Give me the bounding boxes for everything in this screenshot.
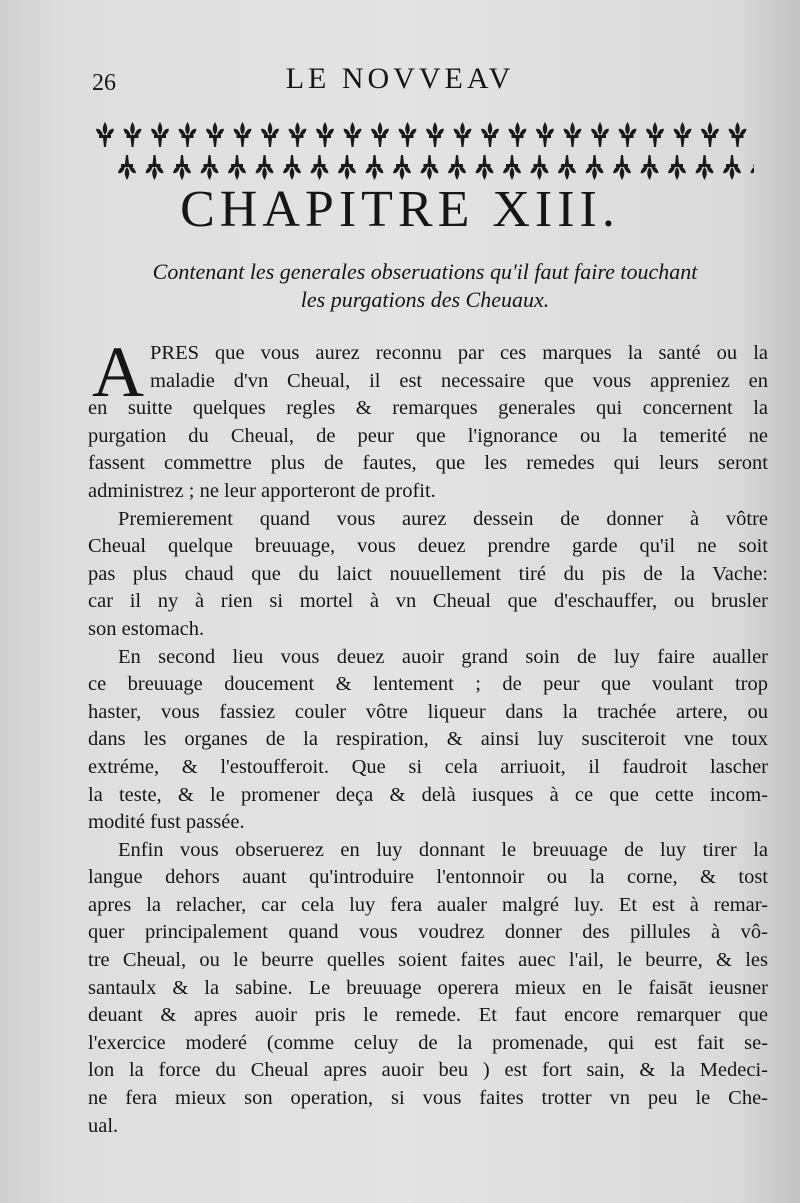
- paragraph-3: [88, 644, 768, 837]
- chapter-title: CHAPITRE XIII.: [180, 181, 620, 238]
- text-line: maladie d'vn Cheual, il est necessaire que vous appreniez en: [150, 369, 768, 392]
- subtitle-line: les purgations des Cheuaux.: [300, 286, 550, 312]
- text-line: santaulx & la sabine. Le breuuage operera mieux en le faisāt ieusner: [88, 976, 768, 999]
- text-line: en suitte quelques regles & remarques generales qui concernent la: [88, 397, 768, 420]
- text-line: dans les organes de la respiration, & ainsi luy susciteroit vne toux: [88, 728, 768, 751]
- text-line: ual.: [88, 1114, 119, 1137]
- running-title: LE NOVVEAV: [285, 62, 515, 95]
- text-line: PRES que vous aurez reconnu par ces marques la santé ou la: [150, 342, 768, 364]
- text-line: ne fera mieux son operation, si vous faites trotter vn peu le Che-: [88, 1087, 768, 1110]
- text-line: Cheual quelque breuuage, vous deuez prendre garde qu'il ne soit: [88, 535, 768, 558]
- text-line: fassent commettre plus de fautes, que les remedes qui leurs seront: [88, 452, 768, 475]
- chapter-subtitle: [80, 256, 770, 311]
- text-line: tre Cheual, ou le beurre quelles soient faites auec l'ail, le beurre, & les: [88, 949, 768, 972]
- text-line: purgation du Cheual, de peur que l'ignorance ou la temerité ne: [88, 424, 768, 447]
- drop-cap: A: [92, 332, 144, 412]
- text-line: extréme, & l'estoufferoit. Que si cela arriuoit, il faudroit lascher: [88, 755, 768, 778]
- text-line: Enfin vous obseruerez en luy donnant le breuuage de luy tirer la: [118, 838, 768, 861]
- text-line: modité fust passée.: [88, 811, 245, 834]
- page-number: 26: [92, 70, 116, 96]
- text-line: lon la force du Cheual apres auoir beu ) est fort sain, & la Medeci-: [88, 1059, 768, 1082]
- body-text: [88, 332, 768, 1140]
- text-line: administrez ; ne leur apporteront de profit.: [88, 479, 436, 502]
- text-line: l'exercice moderé (comme celuy de la promenade, qui est fait se-: [88, 1031, 768, 1054]
- text-line: haster, vous fassiez couler vôtre liqueur dans la trachée artere, ou: [88, 700, 768, 723]
- text-line: apres la relacher, car cela luy fera aualer malgré luy. Et est à remar-: [88, 893, 768, 916]
- text-line: ce breuuage doucement & lentement ; de peur que voulant trop: [88, 673, 768, 696]
- text-line: langue dehors auant qu'introduire l'entonnoir ou la corne, & tost: [88, 866, 768, 889]
- text-line: la teste, & le promener deça & delà iusques à ce que cette incom-: [88, 783, 768, 806]
- text-line: pas plus chaud que du laict nouuellement tiré du pis de la Vache:: [88, 562, 768, 585]
- text-line: quer principalement quand vous voudrez donner des pillules à vô-: [88, 921, 768, 944]
- text-line: En second lieu vous deuez auoir grand soin de luy faire aualler: [118, 645, 768, 668]
- paragraph-2: [88, 506, 768, 644]
- text-line: deuant & apres auoir pris le remede. Et faut encore remarquer que: [88, 1004, 768, 1027]
- paragraph-4: [88, 837, 768, 1141]
- text-line: car il ny à rien si mortel à vn Cheual que d'eschauffer, ou brusler: [88, 590, 768, 613]
- subtitle-line: Contenant les generales obseruations qu'il faut faire touchant: [152, 259, 698, 284]
- fleuron-ornament-band: [92, 118, 754, 184]
- paragraph-1: [88, 332, 768, 506]
- text-line: son estomach.: [88, 617, 205, 640]
- text-line: Premierement quand vous aurez dessein de donner à vôtre: [118, 507, 768, 530]
